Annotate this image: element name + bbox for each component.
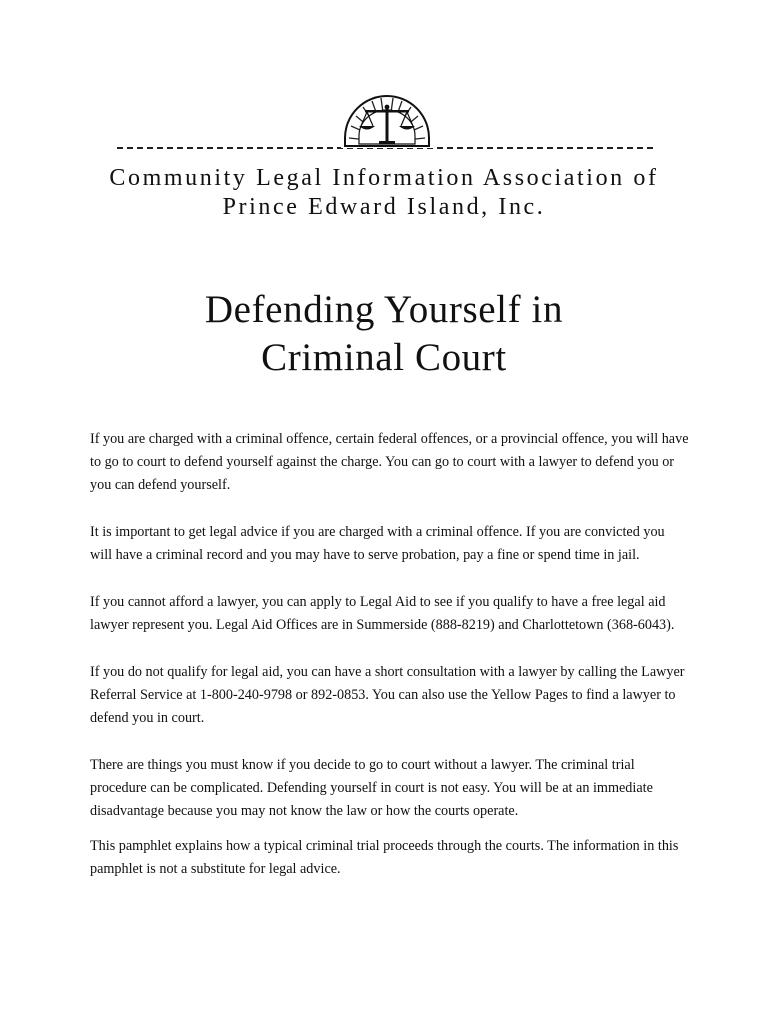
scales-of-justice-logo-icon (341, 92, 433, 148)
paragraph-6: This pamphlet explains how a typical criminal trial proceeds through the courts. The information in this pamphlet is not a substitute for legal advice. (90, 838, 679, 877)
organization-name-line-1: Community Legal Information Association of (109, 165, 659, 191)
paragraph-2: It is important to get legal advice if you are charged with a criminal offence. If you are convicted you will have a criminal record and you may have to serve probation, pay a fine or spend time in jail. (90, 524, 665, 563)
document-body (90, 428, 690, 881)
document-title-line-1: Defending Yourself in (204, 288, 564, 331)
paragraph-1: If you are charged with a criminal offence, certain federal offences, or a provincial offence, you will have to go to court to defend yourself against the charge. You can go to court with a lawyer to defend you or you can defend yourself. (90, 431, 689, 493)
paragraph-4: If you do not qualify for legal aid, you can have a short consultation with a lawyer by calling the Lawyer Referral Service at 1-800-240-9798 or 892-0853. You can also use the Yellow Pages to find a lawyer to defend you in court. (90, 664, 685, 726)
paragraph-5: There are things you must know if you decide to go to court without a lawyer. The criminal trial procedure can be complicated. Defending yourself in court is not easy. You will be at an immediate disadvantage because you may not know the law or how the courts operate. (90, 757, 653, 819)
organization-name-line-2: Prince Edward Island, Inc. (222, 194, 546, 220)
document-title-line-2: Criminal Court (261, 336, 507, 379)
document-title (0, 286, 768, 382)
letterhead (0, 86, 768, 156)
paragraph-3: If you cannot afford a lawyer, you can apply to Legal Aid to see if you qualify to have a free legal aid lawyer represent you. Legal Aid Offices are in Summerside (888-8219) and Charlottetown (368-6043). (90, 594, 675, 633)
organization-name (0, 164, 768, 222)
